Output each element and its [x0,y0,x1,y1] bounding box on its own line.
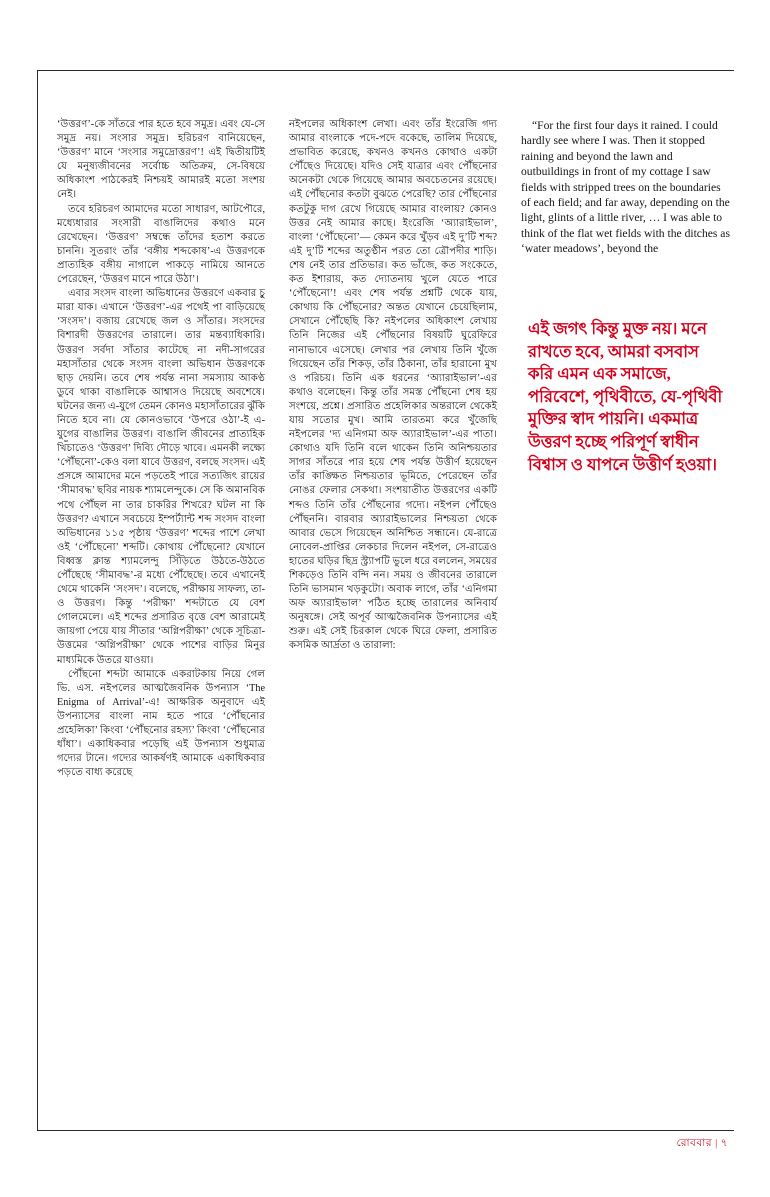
column-three [521,118,733,257]
top-hairline [37,70,734,71]
footer-publication-label: রোববার [676,1138,713,1149]
text-columns [57,118,747,1078]
column-one [57,118,265,780]
paragraph: তবে হরিচরণ আমাদের মতো সাধারণ, আটপৌরে, মধ্যেধারার সংসারী বাঙালিদের কথাও মনে রেখেছেন। ‘উত্তরণ’ সম্বন্ধে তাঁদের হতাশ করতে চাননি। সুতরাং তাঁর ‘বঙ্গীয় শব্দকোষ’-এ উত্তরণকে প্রাত্যহিক বঙ্গীয় নাগালে পাকড়ে নামিয়ে আনতে পেরেছেন, ‘উত্তরণ মানে পারে উঠা’। [57,203,265,286]
footer-hairline [37,1130,734,1131]
paragraph: পৌঁছনো শব্দটা আমাকে একরাটকায় নিয়ে গেল ভি. এস. নইপলের আত্মজৈবনিক উপন্যাস ‘The Enigma of Arrival’-এ! আক্ষরিক অনুবাদে এই উপন্যাসের বাংলা নাম হতে পারে ‘পৌঁছনোর প্রহেলিকা’ কিংবা ‘পৌঁছনোর রহস্য’ কিংবা ‘পৌঁছনোর ধাঁধা’। একাধিকবার পড়েছি এই উপন্যাস শুধুমাত্র গদ্যের টানে। গদ্যের আকর্ষণই আমাকে একাধিকবার পড়তে বাধ্য করেছে [57,668,265,779]
paragraph: নইপলের অধিকাংশ লেখা। এবং তাঁর ইংরেজি গদ্য আমার বাংলাকে পদে-পদে বকেছে, তালিম দিয়েছে, প্রভাবিত করেছে, কখনও কখনও কোথাও একটা পৌঁছেও দিয়েছে। যদিও সেই যাত্রার এবং পৌঁছনোর অনেকটা থেকে গিয়েছে আমার অবচেতনের রয়েছে। এই পৌঁছনোর কতটা বুঝতে পেরেছি? তার পৌঁছনোর কতটুকু দাগ রেখে গিয়েছে আমার বাংলায়? কোনও উত্তর নেই আমার কাছে। ইংরেজি ‘অ্যারাইভাল’, বাংলা ‘পৌঁছেনো’— কেমন করে খুঁড়ব এই দু’টি শব্দ? এই দু’টি শব্দের অতুণ্ঠীন পরত তো ত্রৌপদীর শাড়ি। শেষ নেই তার প্রতিভার। কত ভাঁজে, কত সংকেতে, কত ইশারায়, কত দ্যোতনায় খুলে যেতে পারে ‘পৌঁছেনো’! এবং শেষ পর্যন্ত প্রশ্নটি থেকে যায়, কোথায় কি পৌঁছনোর? অন্তত যেখানে চেয়েছিলাম, সেখানে পৌঁছেছি কি? নইপলের অধিকাংশ লেখায় তিনি নিজের এই পৌঁছনোর বিষয়টি ঘুরেফিরে নানাভাবে এসেছে। লেখার পর লেখায় তিনি খুঁজে গিয়েছেন তাঁর শিকড়, তাঁর ঠিকানা, তাঁর হারানো মুখ ও পরিচয়। তিনি এক ধরনের ‘অ্যারাইভাল’-এর কথাও বলেছেন। কিন্তু তাঁর সমস্ত পৌঁছনো শেষ হয় সংশয়ে, প্রশ্নে। প্রসারিত প্রহেলিকার অন্তরালে থেকেই যায় সতোর মুখ। আমি তারতম্য করে খুঁজেছি নইপলের ‘দ্য এনিগমা অফ অ্যারাইভাল’-এর পাতা। কোথাও যদি তিনি বলে থাকেন তিনি অনিশ্চয়তার সাগর সাঁতরে পার হয়ে শেষ পর্যন্ত উত্তীর্ণ হয়েছেন তাঁর কাঙ্ক্ষিত নিশ্চয়তার ভূমিতে, পেরেছেন তাঁর নোঙর ফেলার সেকথা। সংশয়াতীত উত্তরণের একটি শব্দও তিনি তাঁর পৌঁছনোর গদ্যে। নইপল পৌঁছেও পৌঁছননি। বারবার অ্যারাইভালের নিশ্চয়তা থেকে আবার ভেসে গিয়েছেন অনিশ্চিত সন্ধানে। যে-রাত্রে নোবেল-প্রাপ্তির লেকচার দিলেন নইপল, সে-রাত্রেও হাতের ঘড়ির ছিদ্র স্ট্র্যাপটি ভুলে ধরে বললেন, সময়ের শিকড়েও তিনি বন্দি নন। সময় ও জীবনের তারালে তিনি ভাসমান খড়কুটো। অবাক লাগে, তাঁর ‘এনিগমা অফ অ্যারাইভাল’ পঠিত হচ্ছে তারালের অনিবার্য অনুষঙ্গে। সেই অপূর্ব আত্মজৈবনিক উপন্যাসের এই শুরু। এই সেই চিরকাল থেকে ঘিরে ফেলা, প্রসারিত কসমিক আর্দ্রতা ও তারালা: [289,119,497,652]
english-quote-paragraph: “For the first four days it rained. I could hardly see where I was. Then it stopped raining and beyond the lawn and outbuildings in front of my cottage I saw fields with stripped trees on the boundaries of each field; and far away, depending on the light, glints of a little river, … I was able to think of the flat wet fields with the ditches as ‘water meadows’, beyond the [521,119,730,256]
paragraph: এবার সংসদ বাংলা অভিধানের উত্তরণে একবার চুু মারা যাক। এখানে ‘উত্তরণ’-এর পথেই পা বাড়িয়েছে ‘সংসদ’। বজায় রেখেছে জল ও সাঁতার। সংসদের বিশারদী উত্তরণের তারালে। তার মন্তব্যাধিকারি। উত্তরণ সর্বদা সাঁতার কাটেছে না নদী-সাগরের মহাসাঁতার থেকে সংসদ বাংলা অভিধান উত্তরণকে ছাড় দেয়নি। তবে শেষ পর্যন্ত নানা সমস্যায় আকণ্ঠ ডুবে থাকা বাঙালিকে আশ্বাসও দিয়েছে অবশেষে। ঘটনের জন্য এ-যুগে তেমন কোনও মহাসাঁতারের ঝুঁকি নিতে হবে না। যে কোনওভাবে ‘উপরে ওঠা’-ই এ-যুগের বাঙালির উত্তরণ। বাঙালি জীবনের প্রাত্যহিক খিঁচাতেও ‘উত্তরণ’ দিব্যি দৌড়ে খাবে। এমনকী লক্ষ্যে ‘পৌঁছনো’-কেও বলা যাবে উত্তরণ, বলছে সংসদ। এই প্রসঙ্গে আমাদের মনে পড়তেই পারে সত্যজিৎ রায়ের ‘সীমাবদ্ধ’ ছবির নায়ক শ্যামলেন্দুকে। সে কি অমানবিক পথে পৌঁছল না তার চাকরির শিখরে? ঘটল না কি উত্তরণ? এখানে সবচেয়ে ইম্পর্ট্যান্ট শব্দ সংসদ বাংলা অভিধানের ১১৫ পৃষ্ঠায় ‘উত্তরণ’ শব্দের পাশে লেখা ওই ‘পৌঁছেনো’ শব্দটি। কোথায় পৌঁছেনো? যেখানে বিধ্বস্ত ক্লান্ত শ্যামলেন্দু সিঁড়িতে উঠতে-উঠতে পৌঁছেছে ‘সীমাবদ্ধ’-র মধ্যে পৌঁছেছে। তবে এখানেই থেমে থাকেনি ‘সংসদ’। বলেছে, পরীক্ষায় সাফল্য, তা-ও উত্তরণ। কিন্তু ‘পরীক্ষা’ শব্দটাতে যে বেশ গোলমেলে। এই শব্দের প্রসারিত বৃত্তে বেশ আরামেই জায়গা পেয়ে যায় সীতার ‘অগ্নিপরীক্ষা’ থেকে সূচিত্রা-উত্তমের ‘অগ্নিপরীক্ষা’ থেকে পাশের বাড়ির মিনুর মাধ্যমিকে উতরে যাওয়া। [57,288,265,666]
left-hairline [37,70,38,1130]
footer-page-number: ৭ [720,1138,728,1149]
page-footer [676,1136,728,1153]
footer-separator: | [715,1138,718,1149]
pull-quote: এই জগৎ কিন্তু মুক্ত নয়। মনে রাখতে হবে, আমরা বসবাস করি এমন এক সমাজে, পরিবেশে, পৃথিবীতে, যে-পৃথিবী মুক্তির স্বাদ পায়নি। একমাত্র উত্তরণ হচ্ছে পরিপূর্ণ স্বাধীন বিশ্বাস ও যাপনে উত্তীর্ণ হওয়া। [528,319,723,474]
column-two [289,118,497,654]
paragraph: ‘উত্তরণ’-কে সাঁতরে পার হতে হবে সমুদ্র। এবং যে-সে সমুদ্র নয়। সংসার সমুদ্র। হরিচরণ বানিয়েছেন, ‘উত্তরণ’ মানে ‘সংসার সমুদ্রোত্তরণ’! এই দ্বিতীয়টিই যে মনুষ্যজীবনের সর্বোচ্চ অতিক্রম, সে-বিষয়ে অধিকাংশ পাঠকেরই নিশ্চয়ই আমারই মতো সংশয় নেই। [57,119,265,201]
